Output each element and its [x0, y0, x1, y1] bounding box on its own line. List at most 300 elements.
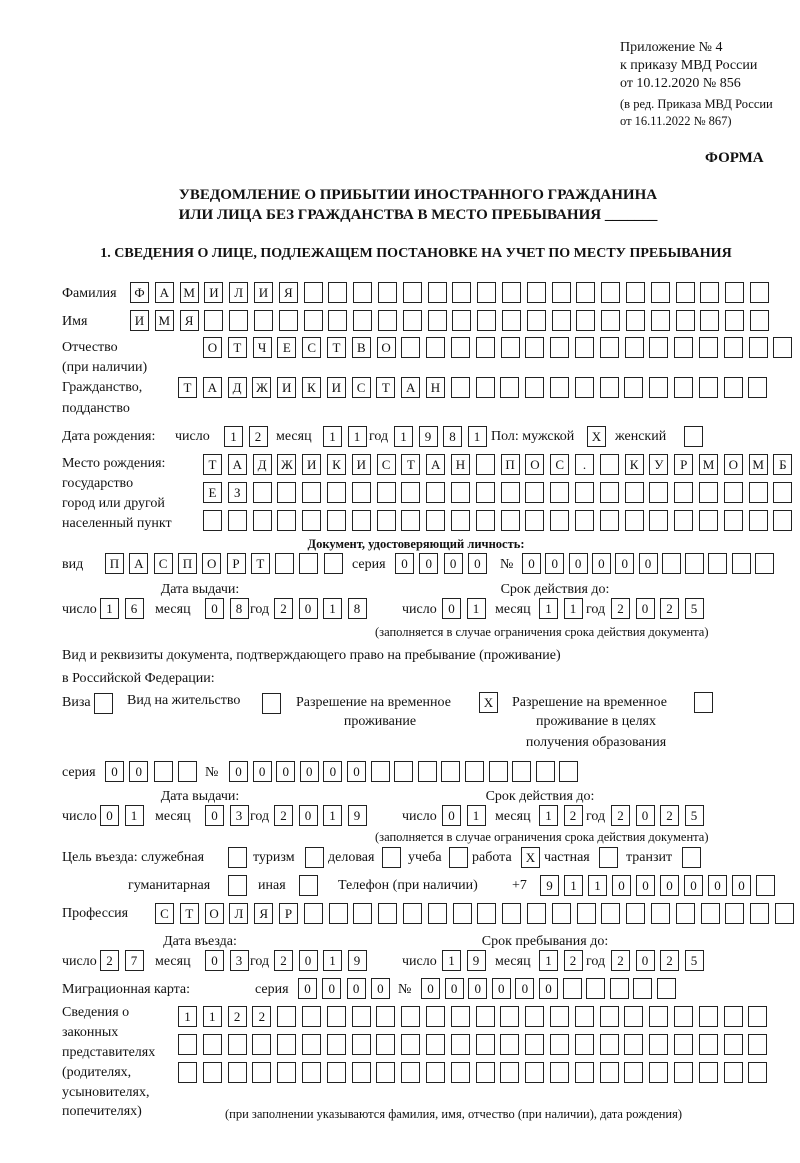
form-cell[interactable]: [203, 510, 222, 531]
form-cell[interactable]: К: [625, 454, 644, 475]
form-cell[interactable]: 0: [660, 875, 679, 896]
form-cell[interactable]: 0: [205, 950, 224, 971]
form-cell[interactable]: [550, 377, 569, 398]
form-cell[interactable]: [228, 1062, 247, 1083]
form-cell[interactable]: 0: [636, 598, 655, 619]
form-cell[interactable]: [451, 482, 470, 503]
form-cell[interactable]: [550, 337, 569, 358]
form-cell[interactable]: М: [155, 310, 174, 331]
form-cell[interactable]: [525, 510, 544, 531]
form-cell[interactable]: [700, 282, 719, 303]
form-cell[interactable]: З: [228, 482, 247, 503]
form-cell[interactable]: [329, 903, 348, 924]
form-cell[interactable]: [476, 377, 495, 398]
form-cell[interactable]: 2: [611, 805, 630, 826]
form-cell[interactable]: [724, 1006, 743, 1027]
form-cell[interactable]: [477, 903, 496, 924]
form-cell[interactable]: 1: [539, 950, 558, 971]
form-cell[interactable]: [674, 1062, 693, 1083]
form-cell[interactable]: [732, 553, 751, 574]
form-cell[interactable]: [724, 510, 743, 531]
form-cell[interactable]: [302, 1034, 321, 1055]
form-cell[interactable]: [674, 482, 693, 503]
form-cell[interactable]: 0: [468, 553, 487, 574]
form-cell[interactable]: [624, 1006, 643, 1027]
form-cell[interactable]: [550, 1006, 569, 1027]
form-cell[interactable]: 1: [442, 950, 461, 971]
form-cell[interactable]: А: [426, 454, 445, 475]
form-cell[interactable]: 2: [660, 598, 679, 619]
form-cell[interactable]: [649, 377, 668, 398]
form-cell[interactable]: Я: [279, 282, 298, 303]
form-cell[interactable]: [304, 282, 323, 303]
form-cell[interactable]: Т: [180, 903, 199, 924]
form-cell[interactable]: [451, 337, 470, 358]
form-cell[interactable]: [527, 282, 546, 303]
form-cell[interactable]: [327, 1006, 346, 1027]
form-cell[interactable]: [154, 761, 173, 782]
form-cell[interactable]: [352, 1034, 371, 1055]
form-cell[interactable]: Т: [228, 337, 247, 358]
form-cell[interactable]: X: [521, 847, 540, 868]
form-cell[interactable]: 0: [612, 875, 631, 896]
form-cell[interactable]: 0: [515, 978, 534, 999]
form-cell[interactable]: [674, 510, 693, 531]
form-cell[interactable]: [500, 377, 519, 398]
form-cell[interactable]: [662, 553, 681, 574]
form-cell[interactable]: 0: [323, 761, 342, 782]
form-cell[interactable]: 0: [468, 978, 487, 999]
form-cell[interactable]: 1: [224, 426, 243, 447]
form-cell[interactable]: [403, 282, 422, 303]
form-cell[interactable]: А: [228, 454, 247, 475]
form-cell[interactable]: 1: [178, 1006, 197, 1027]
form-cell[interactable]: [552, 310, 571, 331]
form-cell[interactable]: Т: [401, 454, 420, 475]
form-cell[interactable]: [476, 337, 495, 358]
form-cell[interactable]: [352, 510, 371, 531]
form-cell[interactable]: И: [352, 454, 371, 475]
form-cell[interactable]: [575, 1006, 594, 1027]
form-cell[interactable]: [600, 1006, 619, 1027]
form-cell[interactable]: [277, 1062, 296, 1083]
form-cell[interactable]: 2: [660, 805, 679, 826]
form-cell[interactable]: [525, 337, 544, 358]
form-cell[interactable]: [525, 1062, 544, 1083]
form-cell[interactable]: [277, 1006, 296, 1027]
form-cell[interactable]: [378, 310, 397, 331]
form-cell[interactable]: 0: [442, 598, 461, 619]
form-cell[interactable]: 0: [592, 553, 611, 574]
form-cell[interactable]: [773, 510, 792, 531]
form-cell[interactable]: [550, 482, 569, 503]
form-cell[interactable]: [376, 1034, 395, 1055]
form-cell[interactable]: [577, 903, 596, 924]
form-cell[interactable]: [559, 761, 578, 782]
form-cell[interactable]: 1: [323, 426, 342, 447]
form-cell[interactable]: 0: [205, 598, 224, 619]
form-cell[interactable]: [633, 978, 652, 999]
form-cell[interactable]: 2: [100, 950, 119, 971]
form-cell[interactable]: [228, 875, 247, 896]
form-cell[interactable]: 2: [274, 598, 293, 619]
form-cell[interactable]: 0: [539, 978, 558, 999]
form-cell[interactable]: [527, 903, 546, 924]
form-cell[interactable]: [465, 761, 484, 782]
form-cell[interactable]: [674, 1034, 693, 1055]
form-cell[interactable]: 0: [708, 875, 727, 896]
form-cell[interactable]: Н: [426, 377, 445, 398]
form-cell[interactable]: [755, 553, 774, 574]
form-cell[interactable]: [449, 847, 468, 868]
form-cell[interactable]: 0: [569, 553, 588, 574]
form-cell[interactable]: [426, 1006, 445, 1027]
form-cell[interactable]: [749, 510, 768, 531]
form-cell[interactable]: 0: [445, 978, 464, 999]
form-cell[interactable]: 0: [276, 761, 295, 782]
form-cell[interactable]: 0: [300, 761, 319, 782]
form-cell[interactable]: [500, 1006, 519, 1027]
form-cell[interactable]: [352, 482, 371, 503]
form-cell[interactable]: [451, 377, 470, 398]
form-cell[interactable]: [756, 875, 775, 896]
form-cell[interactable]: [352, 1062, 371, 1083]
form-cell[interactable]: [724, 377, 743, 398]
form-cell[interactable]: [476, 510, 495, 531]
form-cell[interactable]: [401, 1006, 420, 1027]
form-cell[interactable]: И: [277, 377, 296, 398]
form-cell[interactable]: [626, 903, 645, 924]
form-cell[interactable]: 1: [467, 598, 486, 619]
form-cell[interactable]: Р: [227, 553, 246, 574]
form-cell[interactable]: [401, 510, 420, 531]
form-cell[interactable]: [451, 1006, 470, 1027]
form-cell[interactable]: [525, 482, 544, 503]
form-cell[interactable]: [501, 482, 520, 503]
form-cell[interactable]: [699, 1034, 718, 1055]
form-cell[interactable]: 0: [444, 553, 463, 574]
form-cell[interactable]: [749, 482, 768, 503]
form-cell[interactable]: [684, 426, 703, 447]
form-cell[interactable]: [575, 377, 594, 398]
form-cell[interactable]: П: [178, 553, 197, 574]
form-cell[interactable]: [262, 693, 281, 714]
form-cell[interactable]: 9: [348, 805, 367, 826]
form-cell[interactable]: [401, 1062, 420, 1083]
form-cell[interactable]: [403, 903, 422, 924]
form-cell[interactable]: [586, 978, 605, 999]
form-cell[interactable]: [428, 903, 447, 924]
form-cell[interactable]: 1: [564, 875, 583, 896]
form-cell[interactable]: [552, 282, 571, 303]
form-cell[interactable]: [601, 310, 620, 331]
form-cell[interactable]: [94, 693, 113, 714]
form-cell[interactable]: [651, 282, 670, 303]
form-cell[interactable]: [178, 761, 197, 782]
form-cell[interactable]: [477, 310, 496, 331]
form-cell[interactable]: [625, 337, 644, 358]
form-cell[interactable]: [600, 337, 619, 358]
form-cell[interactable]: [649, 337, 668, 358]
form-cell[interactable]: [500, 1034, 519, 1055]
form-cell[interactable]: [724, 337, 743, 358]
form-cell[interactable]: [575, 337, 594, 358]
form-cell[interactable]: [699, 1062, 718, 1083]
form-cell[interactable]: [575, 510, 594, 531]
form-cell[interactable]: [708, 553, 727, 574]
form-cell[interactable]: Ч: [253, 337, 272, 358]
form-cell[interactable]: [600, 510, 619, 531]
form-cell[interactable]: [649, 1062, 668, 1083]
form-cell[interactable]: [750, 903, 769, 924]
form-cell[interactable]: [426, 1034, 445, 1055]
form-cell[interactable]: 2: [564, 805, 583, 826]
form-cell[interactable]: Д: [253, 454, 272, 475]
form-cell[interactable]: [203, 1034, 222, 1055]
form-cell[interactable]: В: [352, 337, 371, 358]
form-cell[interactable]: [676, 903, 695, 924]
form-cell[interactable]: М: [749, 454, 768, 475]
form-cell[interactable]: [252, 1034, 271, 1055]
form-cell[interactable]: [575, 1062, 594, 1083]
form-cell[interactable]: X: [587, 426, 606, 447]
form-cell[interactable]: И: [130, 310, 149, 331]
form-cell[interactable]: [302, 1062, 321, 1083]
form-cell[interactable]: [253, 510, 272, 531]
form-cell[interactable]: [441, 761, 460, 782]
form-cell[interactable]: [724, 1034, 743, 1055]
form-cell[interactable]: [275, 553, 294, 574]
form-cell[interactable]: [327, 510, 346, 531]
form-cell[interactable]: 1: [539, 598, 558, 619]
form-cell[interactable]: 1: [467, 805, 486, 826]
form-cell[interactable]: П: [105, 553, 124, 574]
form-cell[interactable]: [502, 282, 521, 303]
form-cell[interactable]: [401, 337, 420, 358]
form-cell[interactable]: [775, 903, 794, 924]
form-cell[interactable]: 1: [588, 875, 607, 896]
form-cell[interactable]: 5: [685, 950, 704, 971]
form-cell[interactable]: [576, 282, 595, 303]
form-cell[interactable]: Р: [279, 903, 298, 924]
form-cell[interactable]: [178, 1034, 197, 1055]
form-cell[interactable]: 0: [636, 875, 655, 896]
form-cell[interactable]: [304, 310, 323, 331]
form-cell[interactable]: [376, 1006, 395, 1027]
form-cell[interactable]: 0: [522, 553, 541, 574]
form-cell[interactable]: 2: [249, 426, 268, 447]
form-cell[interactable]: С: [154, 553, 173, 574]
form-cell[interactable]: 1: [348, 426, 367, 447]
form-cell[interactable]: 1: [100, 598, 119, 619]
form-cell[interactable]: [724, 482, 743, 503]
form-cell[interactable]: Т: [251, 553, 270, 574]
form-cell[interactable]: [575, 482, 594, 503]
form-cell[interactable]: 2: [252, 1006, 271, 1027]
form-cell[interactable]: [476, 482, 495, 503]
form-cell[interactable]: 0: [299, 805, 318, 826]
form-cell[interactable]: Ж: [277, 454, 296, 475]
form-cell[interactable]: [749, 337, 768, 358]
form-cell[interactable]: [502, 903, 521, 924]
form-cell[interactable]: 7: [125, 950, 144, 971]
form-cell[interactable]: Р: [674, 454, 693, 475]
form-cell[interactable]: [277, 482, 296, 503]
form-cell[interactable]: [699, 1006, 718, 1027]
form-cell[interactable]: 0: [322, 978, 341, 999]
form-cell[interactable]: Т: [327, 337, 346, 358]
form-cell[interactable]: 5: [685, 598, 704, 619]
form-cell[interactable]: А: [155, 282, 174, 303]
form-cell[interactable]: [600, 454, 619, 475]
form-cell[interactable]: [428, 310, 447, 331]
form-cell[interactable]: Ф: [130, 282, 149, 303]
form-cell[interactable]: [376, 1062, 395, 1083]
form-cell[interactable]: 0: [615, 553, 634, 574]
form-cell[interactable]: [626, 282, 645, 303]
form-cell[interactable]: [724, 1062, 743, 1083]
form-cell[interactable]: Н: [451, 454, 470, 475]
form-cell[interactable]: [352, 1006, 371, 1027]
form-cell[interactable]: [302, 1006, 321, 1027]
form-cell[interactable]: [452, 282, 471, 303]
form-cell[interactable]: А: [203, 377, 222, 398]
form-cell[interactable]: 0: [492, 978, 511, 999]
form-cell[interactable]: М: [180, 282, 199, 303]
form-cell[interactable]: [418, 761, 437, 782]
form-cell[interactable]: [563, 978, 582, 999]
form-cell[interactable]: [204, 310, 223, 331]
form-cell[interactable]: [426, 510, 445, 531]
form-cell[interactable]: [525, 1006, 544, 1027]
form-cell[interactable]: [477, 282, 496, 303]
form-cell[interactable]: 2: [611, 598, 630, 619]
form-cell[interactable]: 0: [100, 805, 119, 826]
form-cell[interactable]: С: [550, 454, 569, 475]
form-cell[interactable]: 1: [323, 598, 342, 619]
form-cell[interactable]: [699, 482, 718, 503]
form-cell[interactable]: Я: [180, 310, 199, 331]
form-cell[interactable]: [694, 692, 713, 713]
form-cell[interactable]: 0: [636, 805, 655, 826]
form-cell[interactable]: [750, 310, 769, 331]
form-cell[interactable]: И: [302, 454, 321, 475]
form-cell[interactable]: [403, 310, 422, 331]
form-cell[interactable]: [178, 1062, 197, 1083]
form-cell[interactable]: Т: [178, 377, 197, 398]
form-cell[interactable]: [382, 847, 401, 868]
form-cell[interactable]: 3: [230, 950, 249, 971]
form-cell[interactable]: К: [327, 454, 346, 475]
form-cell[interactable]: [725, 310, 744, 331]
form-cell[interactable]: [353, 310, 372, 331]
form-cell[interactable]: 2: [611, 950, 630, 971]
form-cell[interactable]: [674, 1006, 693, 1027]
form-cell[interactable]: 0: [299, 598, 318, 619]
form-cell[interactable]: 2: [564, 950, 583, 971]
form-cell[interactable]: [750, 282, 769, 303]
form-cell[interactable]: М: [699, 454, 718, 475]
form-cell[interactable]: 5: [685, 805, 704, 826]
form-cell[interactable]: 0: [636, 950, 655, 971]
form-cell[interactable]: С: [155, 903, 174, 924]
form-cell[interactable]: [748, 1062, 767, 1083]
form-cell[interactable]: [649, 510, 668, 531]
form-cell[interactable]: [649, 482, 668, 503]
form-cell[interactable]: [327, 482, 346, 503]
form-cell[interactable]: 9: [419, 426, 438, 447]
form-cell[interactable]: И: [204, 282, 223, 303]
form-cell[interactable]: [502, 310, 521, 331]
form-cell[interactable]: [254, 310, 273, 331]
form-cell[interactable]: [600, 482, 619, 503]
form-cell[interactable]: [324, 553, 343, 574]
form-cell[interactable]: [305, 847, 324, 868]
form-cell[interactable]: 0: [229, 761, 248, 782]
form-cell[interactable]: .: [575, 454, 594, 475]
form-cell[interactable]: 0: [419, 553, 438, 574]
form-cell[interactable]: [279, 310, 298, 331]
form-cell[interactable]: Т: [376, 377, 395, 398]
form-cell[interactable]: 0: [421, 978, 440, 999]
form-cell[interactable]: С: [302, 337, 321, 358]
form-cell[interactable]: 1: [539, 805, 558, 826]
form-cell[interactable]: [525, 377, 544, 398]
form-cell[interactable]: [610, 978, 629, 999]
form-cell[interactable]: О: [203, 337, 222, 358]
form-cell[interactable]: 0: [299, 950, 318, 971]
form-cell[interactable]: Е: [277, 337, 296, 358]
form-cell[interactable]: [328, 282, 347, 303]
form-cell[interactable]: [394, 761, 413, 782]
form-cell[interactable]: Я: [254, 903, 273, 924]
form-cell[interactable]: [651, 310, 670, 331]
form-cell[interactable]: [377, 482, 396, 503]
form-cell[interactable]: 8: [230, 598, 249, 619]
form-cell[interactable]: [601, 903, 620, 924]
form-cell[interactable]: [674, 337, 693, 358]
form-cell[interactable]: [426, 1062, 445, 1083]
form-cell[interactable]: [476, 1006, 495, 1027]
form-cell[interactable]: [512, 761, 531, 782]
form-cell[interactable]: 0: [732, 875, 751, 896]
form-cell[interactable]: И: [327, 377, 346, 398]
form-cell[interactable]: 9: [467, 950, 486, 971]
form-cell[interactable]: 8: [443, 426, 462, 447]
form-cell[interactable]: [625, 482, 644, 503]
form-cell[interactable]: 2: [274, 950, 293, 971]
form-cell[interactable]: [378, 282, 397, 303]
form-cell[interactable]: [353, 282, 372, 303]
form-cell[interactable]: [600, 377, 619, 398]
form-cell[interactable]: [725, 282, 744, 303]
form-cell[interactable]: [401, 482, 420, 503]
form-cell[interactable]: [748, 1006, 767, 1027]
form-cell[interactable]: [252, 1062, 271, 1083]
form-cell[interactable]: [299, 875, 318, 896]
form-cell[interactable]: [328, 310, 347, 331]
form-cell[interactable]: [451, 510, 470, 531]
form-cell[interactable]: О: [525, 454, 544, 475]
form-cell[interactable]: [552, 903, 571, 924]
form-cell[interactable]: 0: [442, 805, 461, 826]
form-cell[interactable]: [304, 903, 323, 924]
form-cell[interactable]: [536, 761, 555, 782]
form-cell[interactable]: [657, 978, 676, 999]
form-cell[interactable]: 0: [639, 553, 658, 574]
form-cell[interactable]: 1: [323, 805, 342, 826]
form-cell[interactable]: 0: [371, 978, 390, 999]
